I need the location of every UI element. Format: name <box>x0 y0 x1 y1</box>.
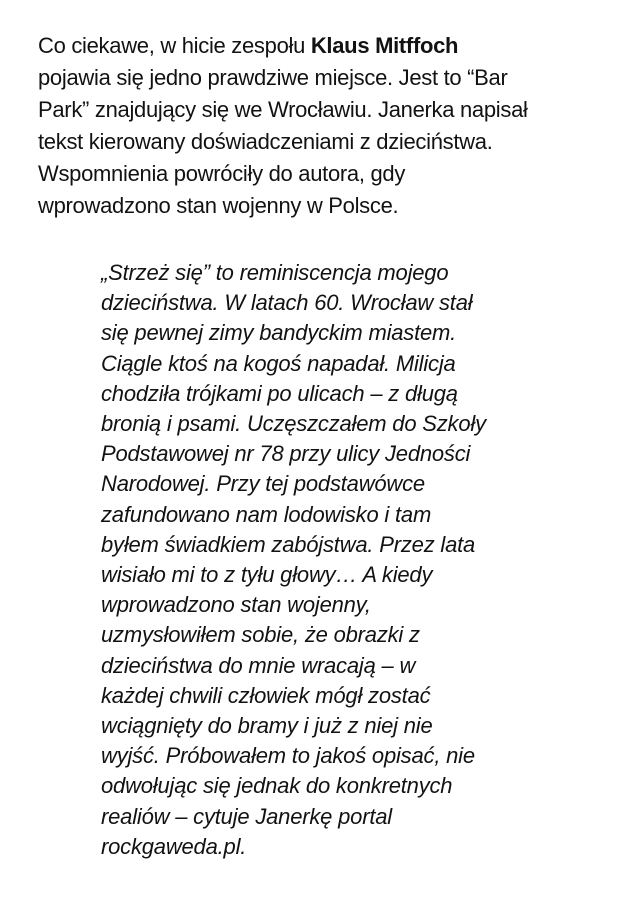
quote-line: realiów – cytuje Janerkę portal <box>101 803 392 829</box>
quote-line: byłem świadkiem zabójstwa. Przez lata <box>101 531 476 557</box>
quote-block <box>101 258 601 862</box>
intro-paragraph <box>38 30 608 222</box>
quote-line: bronią i psami. Uczęszczałem do Szkoły <box>101 411 486 437</box>
quote-line: rockgaweda.pl. <box>101 833 247 859</box>
quote-line: odwołując się jednak do konkretnych <box>101 773 453 799</box>
quote-line: Ciągle ktoś na kogoś napadał. Milicja <box>101 350 456 376</box>
quote-line: się pewnej zimy bandyckim miastem. <box>101 320 457 346</box>
quote-line: dzieciństwa do mnie wracają – w <box>101 652 416 678</box>
intro-line: Wspomnienia powróciły do autora, gdy <box>38 161 406 186</box>
quote-line: wprowadzono stan wojenny, <box>101 592 371 618</box>
quote-line: wisiało mi to z tyłu głowy… A kiedy <box>101 562 433 588</box>
intro-line: tekst kierowany doświadczeniami z dzieciństwa. <box>38 129 493 154</box>
quote-line: uzmysłowiłem sobie, że obrazki z <box>101 622 420 648</box>
quote-line: chodziła trójkami po ulicach – z długą <box>101 380 458 406</box>
quote-line: wciągnięty do bramy i już z niej nie <box>101 713 433 739</box>
intro-line: pojawia się jedno prawdziwe miejsce. Jest to “Bar <box>38 65 508 90</box>
band-name: Klaus Mitffoch <box>310 33 459 58</box>
intro-line: wprowadzono stan wojenny w Polsce. <box>38 193 399 218</box>
quote-line: Narodowej. Przy tej podstawówce <box>101 471 425 497</box>
intro-line: Park” znajdujący się we Wrocławiu. Janerka napisał <box>38 97 528 122</box>
quote-line: zafundowano nam lodowisko i tam <box>101 501 432 527</box>
quote-line: każdej chwili człowiek mógł zostać <box>101 682 431 708</box>
intro-line <box>38 30 608 62</box>
quote-line: Podstawowej nr 78 przy ulicy Jedności <box>101 441 471 467</box>
intro-text: Co ciekawe, w hicie zespołu <box>38 33 311 58</box>
quote-line: wyjść. Próbowałem to jakoś opisać, nie <box>101 743 475 769</box>
quote-line: dzieciństwa. W latach 60. Wrocław stał <box>101 290 473 316</box>
quote-line: „Strzeż się” to reminiscencja mojego <box>101 260 449 285</box>
